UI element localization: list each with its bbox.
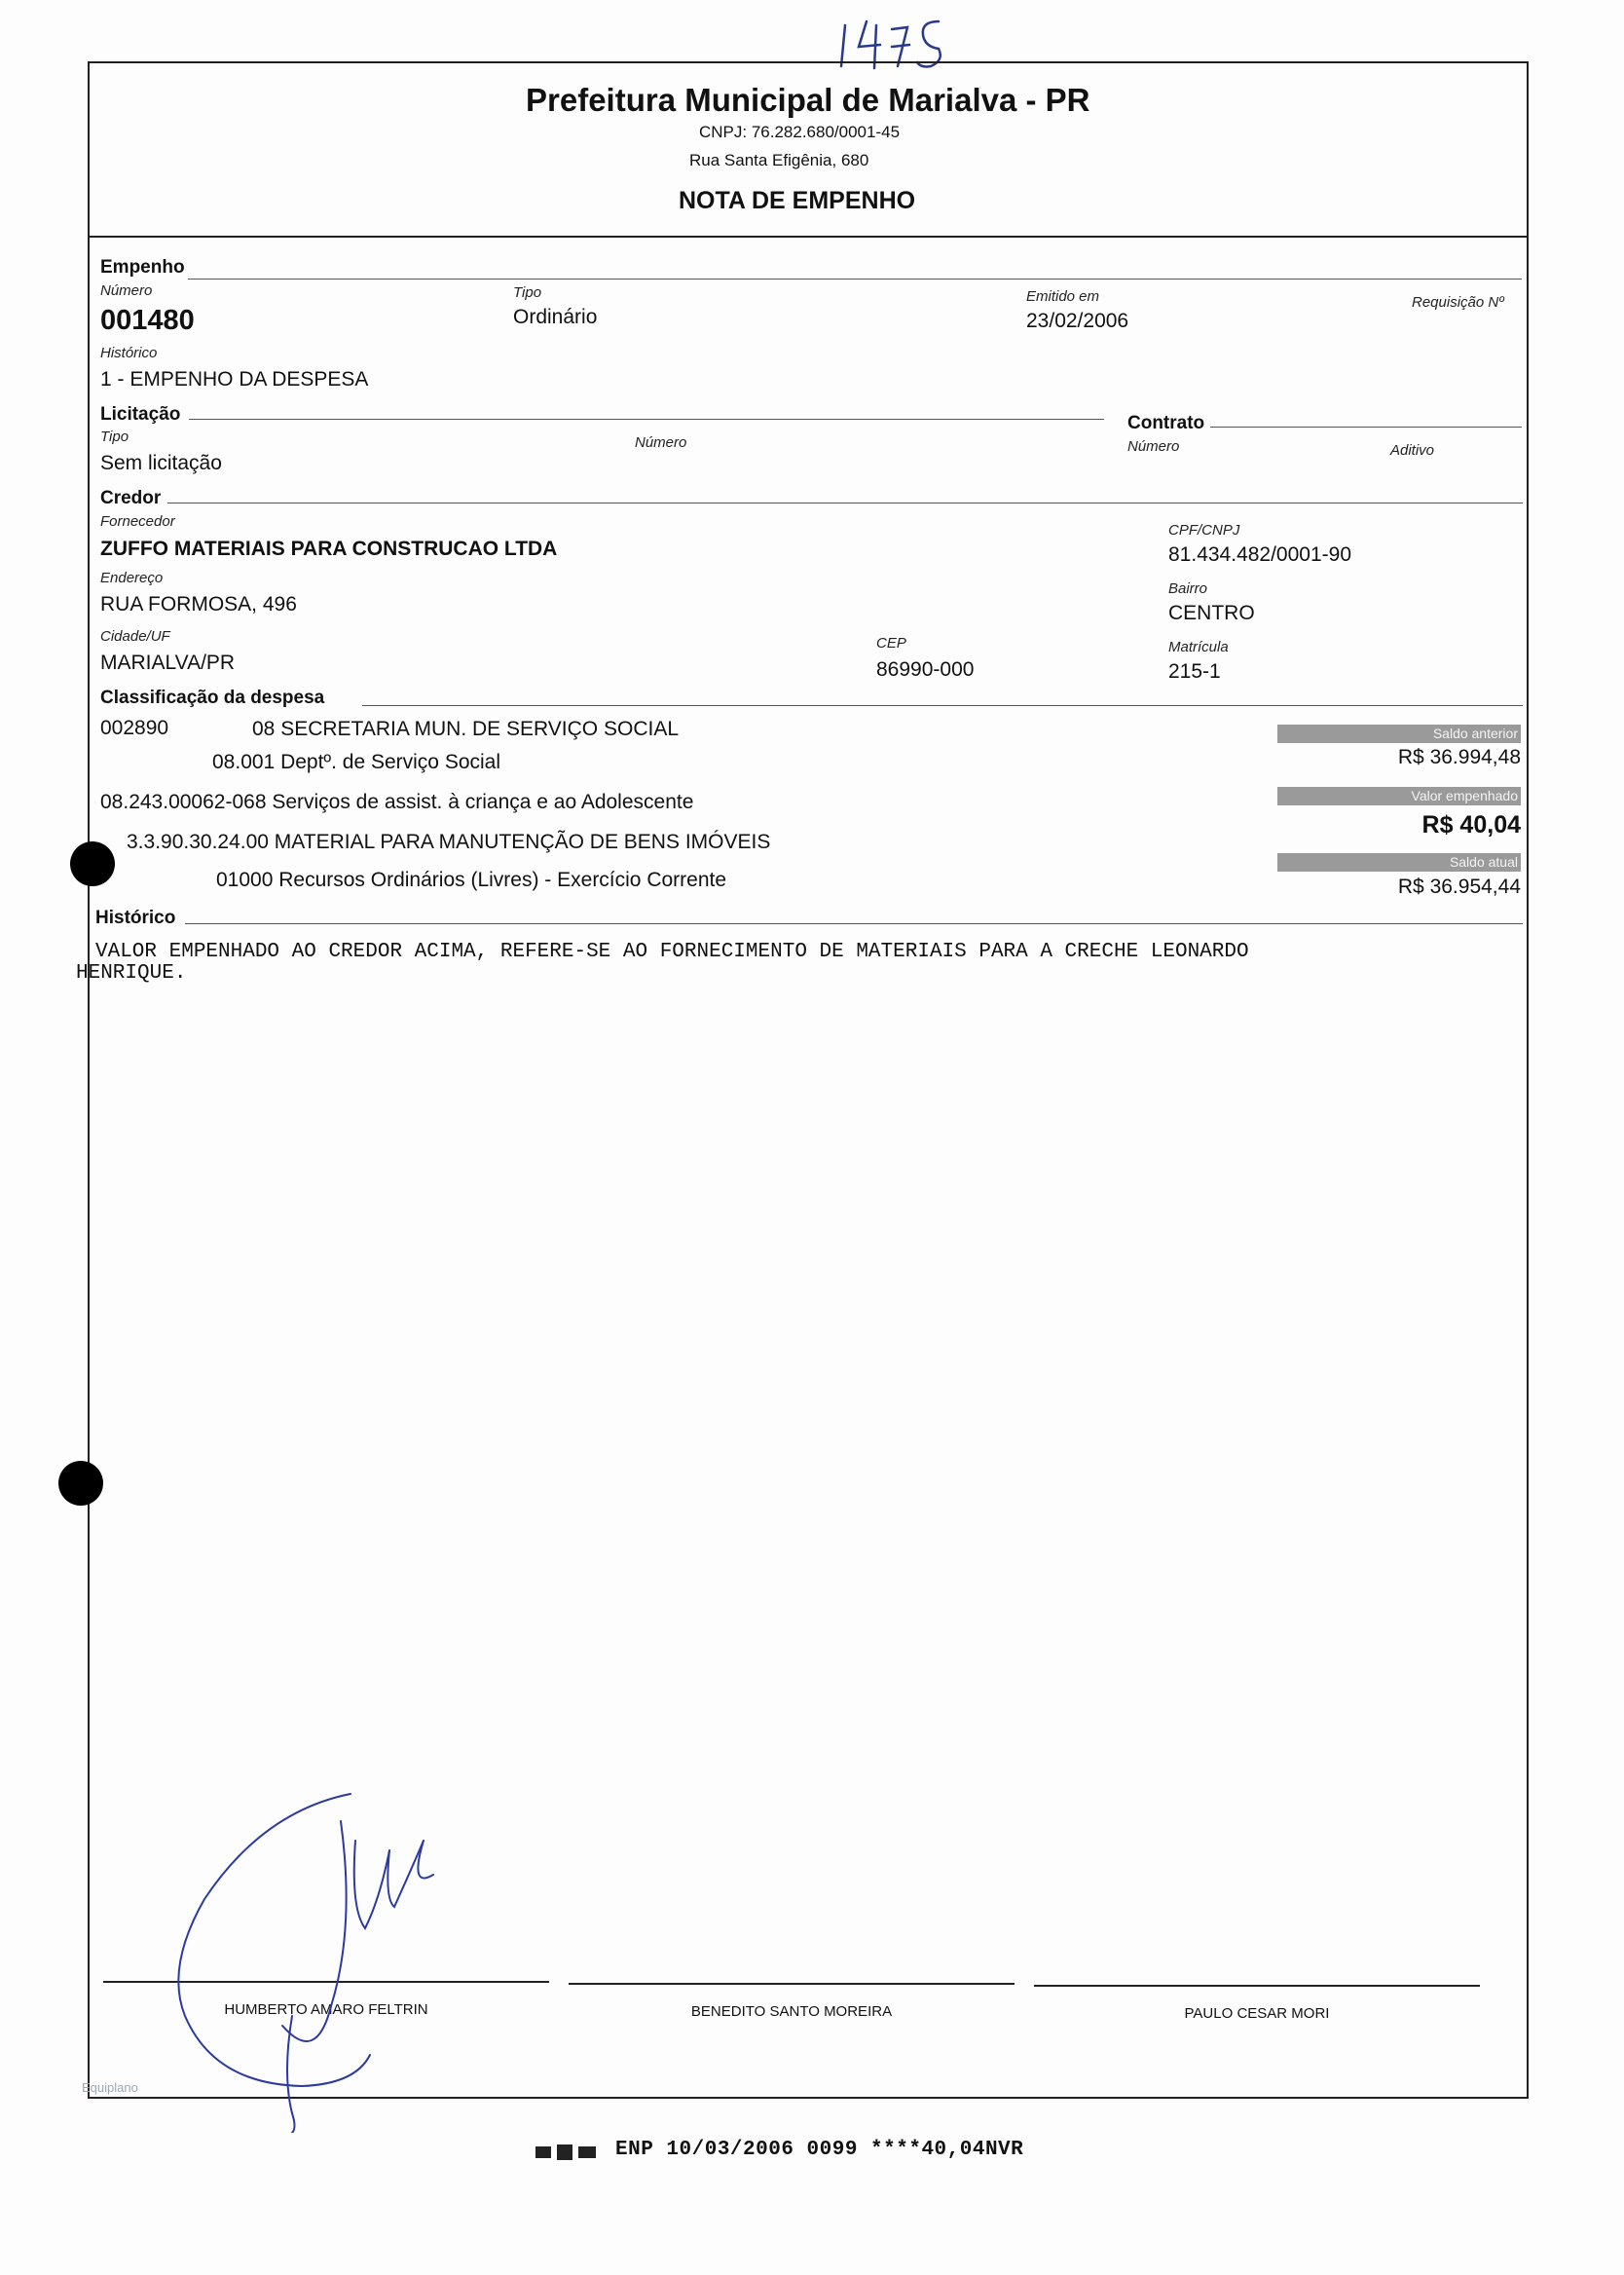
stamp-logo-icon	[534, 2141, 600, 2164]
address-text: Rua Santa Efigênia, 680	[689, 151, 869, 169]
handwritten-signature	[146, 1782, 458, 2133]
classificacao-rule	[362, 705, 1523, 706]
historico-section: Histórico	[95, 908, 176, 928]
punch-hole-bottom	[58, 1461, 103, 1506]
valor-empenhado-label: Valor empenhado	[1277, 787, 1521, 805]
classificacao-code: 002890	[100, 717, 169, 739]
saldo-atual-value: R$ 36.954,44	[1397, 876, 1521, 898]
cidade-label: Cidade/UF	[100, 628, 170, 645]
licitacao-tipo: Sem licitação	[100, 452, 222, 474]
empenho-tipo: Ordinário	[513, 306, 598, 328]
classificacao-section: Classificação da despesa	[100, 688, 325, 708]
cep-value: 86990-000	[876, 658, 975, 681]
empenho-numero-label: Número	[100, 282, 153, 299]
cnpj-text: CNPJ: 76.282.680/0001-45	[699, 123, 901, 141]
empenho-numero: 001480	[100, 305, 195, 336]
licitacao-section: Licitação	[100, 404, 181, 425]
empenho-historico: 1 - EMPENHO DA DESPESA	[100, 368, 369, 391]
valor-empenhado-value: R$ 40,04	[1421, 811, 1521, 839]
signature-line-3	[1034, 1985, 1480, 1987]
classificacao-line5: 01000 Recursos Ordinários (Livres) - Exercício Corrente	[216, 869, 727, 891]
fornecedor-name: ZUFFO MATERIAIS PARA CONSTRUCAO LTDA	[100, 538, 558, 560]
classificacao-line2: 08.001 Deptº. de Serviço Social	[212, 751, 501, 773]
empenho-section: Empenho	[100, 257, 185, 278]
header-divider	[88, 236, 1529, 238]
signature-name-3: PAULO CESAR MORI	[1184, 2005, 1330, 2022]
endereco-label: Endereço	[100, 570, 164, 586]
empenho-rule	[188, 279, 1522, 280]
stamp-text: ENP 10/03/2006 0099 ****40,04NVR	[615, 2139, 1024, 2161]
requisicao-label: Requisição Nº	[1412, 294, 1504, 311]
empenho-tipo-label: Tipo	[513, 284, 542, 301]
signature-name-2: BENEDITO SANTO MOREIRA	[690, 2003, 893, 2020]
bairro-label: Bairro	[1168, 580, 1208, 597]
signature-name-1: HUMBERTO AMARO FELTRIN	[224, 2001, 428, 2018]
endereco-value: RUA FORMOSA, 496	[100, 593, 297, 615]
bairro-value: CENTRO	[1168, 602, 1255, 624]
credor-section: Credor	[100, 488, 162, 508]
municipality-title: Prefeitura Municipal de Marialva - PR	[526, 82, 1090, 118]
contrato-section: Contrato	[1127, 413, 1205, 433]
classificacao-line4: 3.3.90.30.24.00 MATERIAL PARA MANUTENÇÃO DE BENS IMÓVEIS	[127, 831, 771, 853]
licitacao-rule	[189, 419, 1104, 420]
saldo-atual-label: Saldo atual	[1277, 853, 1521, 872]
punch-hole-top	[70, 841, 115, 886]
signature-line-2	[569, 1983, 1015, 1985]
emitido-label: Emitido em	[1026, 288, 1100, 305]
contrato-rule	[1210, 427, 1522, 428]
cpf-value: 81.434.482/0001-90	[1168, 543, 1352, 566]
contrato-aditivo-label: Aditivo	[1390, 442, 1435, 459]
licitacao-numero-label: Número	[635, 434, 687, 451]
software-watermark: Equiplano	[82, 2080, 138, 2095]
matricula-value: 215-1	[1168, 660, 1221, 683]
historico-line2: HENRIQUE.	[76, 962, 187, 985]
historico-line1: VALOR EMPENHADO AO CREDOR ACIMA, REFERE-SE AO FORNECIMENTO DE MATERIAIS PARA A CRECHE LEONARDO	[95, 941, 1249, 963]
cep-label: CEP	[876, 635, 906, 652]
empenho-historico-label: Histórico	[100, 345, 158, 361]
classificacao-line3: 08.243.00062-068 Serviços de assist. à criança e ao Adolescente	[100, 791, 694, 813]
matricula-label: Matrícula	[1168, 639, 1229, 655]
classificacao-line1: 08 SECRETARIA MUN. DE SERVIÇO SOCIAL	[252, 718, 680, 740]
emitido-date: 23/02/2006	[1026, 310, 1129, 332]
cpf-label: CPF/CNPJ	[1168, 522, 1240, 539]
licitacao-tipo-label: Tipo	[100, 429, 129, 445]
saldo-anterior-label: Saldo anterior	[1277, 725, 1521, 743]
contrato-numero-label: Número	[1127, 438, 1180, 455]
cidade-value: MARIALVA/PR	[100, 652, 236, 674]
fornecedor-label: Fornecedor	[100, 513, 175, 530]
doc-title: NOTA DE EMPENHO	[679, 187, 916, 214]
saldo-anterior-value: R$ 36.994,48	[1397, 746, 1521, 768]
historico-rule	[185, 923, 1523, 924]
